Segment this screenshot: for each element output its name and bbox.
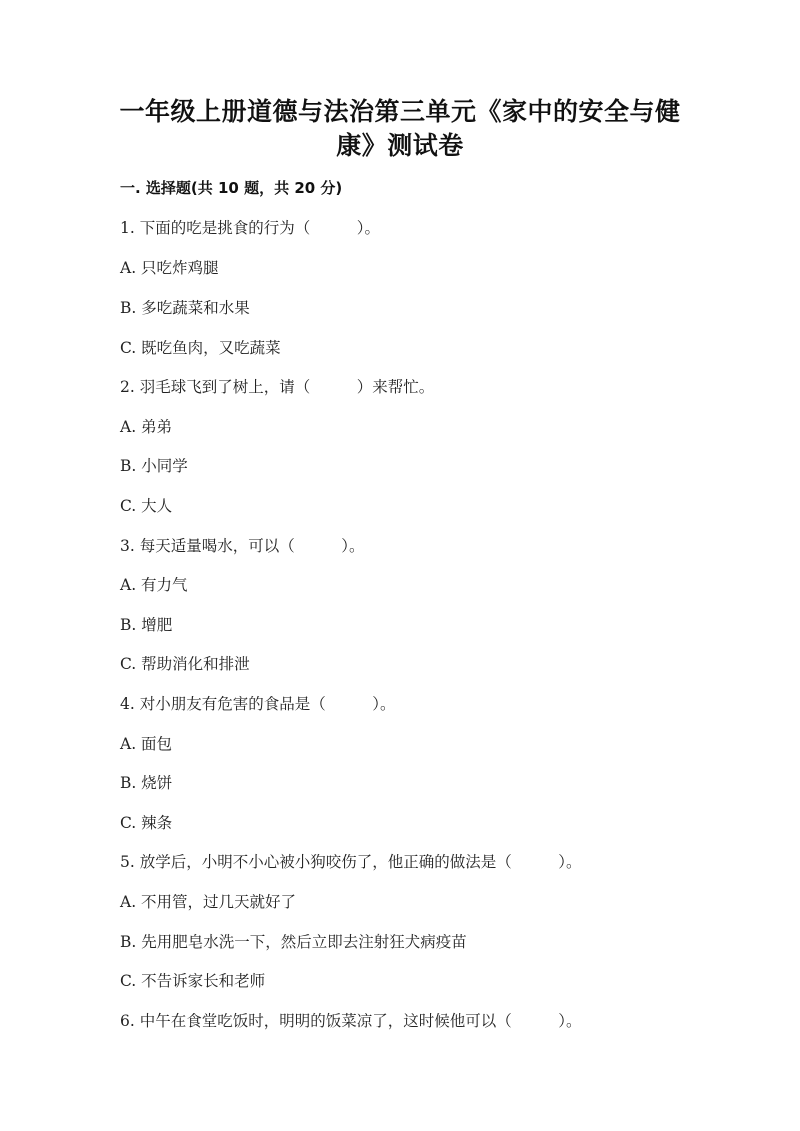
document-title-line-1: 一年级上册道德与法治第三单元《家中的安全与健 (119, 97, 681, 126)
question-3-option-a: A. 有力气 (120, 576, 188, 594)
question-3-option-b: B. 增肥 (120, 616, 173, 634)
question-2-option-c: C. 大人 (120, 497, 173, 515)
question-5-option-c: C. 不告诉家长和老师 (120, 972, 266, 990)
document-title-line-2: 康》测试卷 (336, 131, 464, 160)
question-4-option-a: A. 面包 (120, 735, 173, 753)
section-heading: 一. 选择题(共 10 题，共 20 分) (120, 179, 343, 197)
question-4: 4. 对小朋友有危害的食品是（ ）。 (120, 695, 396, 713)
question-4-option-c: C. 辣条 (120, 814, 173, 832)
question-2-option-b: B. 小同学 (120, 457, 188, 475)
question-1-option-a: A. 只吃炸鸡腿 (120, 259, 219, 277)
question-5-option-b: B. 先用肥皂水洗一下，然后立即去注射狂犬病疫苗 (120, 933, 467, 951)
question-1-option-b: B. 多吃蔬菜和水果 (120, 299, 250, 317)
question-2-option-a: A. 弟弟 (120, 418, 173, 436)
question-6: 6. 中午在食堂吃饭时，明明的饭菜凉了，这时候他可以（ ）。 (120, 1012, 582, 1030)
question-1-option-c: C. 既吃鱼肉，又吃蔬菜 (120, 339, 281, 357)
question-5-option-a: A. 不用管，过几天就好了 (120, 893, 297, 911)
question-1: 1. 下面的吃是挑食的行为（ ）。 (120, 219, 380, 237)
question-4-option-b: B. 烧饼 (120, 774, 173, 792)
question-2: 2. 羽毛球飞到了树上，请（ ）来帮忙。 (120, 378, 435, 396)
question-3: 3. 每天适量喝水，可以（ ）。 (120, 537, 365, 555)
question-3-option-c: C. 帮助消化和排泄 (120, 655, 250, 673)
question-5: 5. 放学后，小明不小心被小狗咬伤了，他正确的做法是（ ）。 (120, 853, 582, 871)
